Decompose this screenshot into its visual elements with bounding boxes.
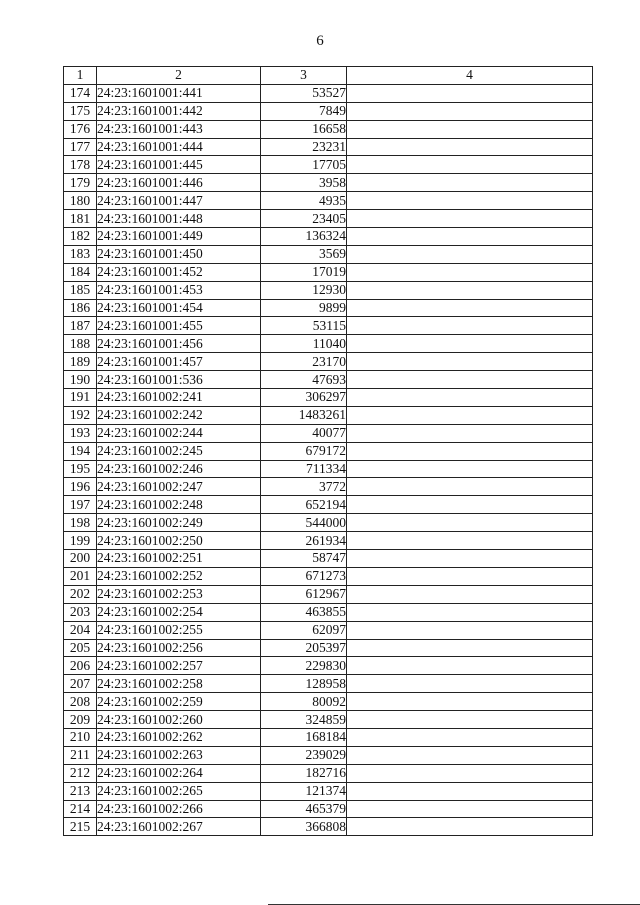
area-value: 121374 xyxy=(261,782,347,800)
row-number: 177 xyxy=(64,138,97,156)
note-cell xyxy=(347,728,593,746)
registry-table xyxy=(63,66,593,836)
cadastral-number: 24:23:1601002:264 xyxy=(97,764,261,782)
cadastral-number: 24:23:1601001:449 xyxy=(97,228,261,246)
area-value: 16658 xyxy=(261,120,347,138)
note-cell xyxy=(347,478,593,496)
cadastral-number: 24:23:1601001:448 xyxy=(97,210,261,228)
cadastral-number: 24:23:1601002:256 xyxy=(97,639,261,657)
row-number: 208 xyxy=(64,693,97,711)
table-row xyxy=(64,442,593,460)
area-value: 3958 xyxy=(261,174,347,192)
note-cell xyxy=(347,210,593,228)
note-cell xyxy=(347,550,593,568)
cadastral-number: 24:23:1601002:263 xyxy=(97,746,261,764)
cadastral-number: 24:23:1601001:457 xyxy=(97,353,261,371)
row-number: 198 xyxy=(64,514,97,532)
table-row xyxy=(64,281,593,299)
note-cell xyxy=(347,460,593,478)
table-row xyxy=(64,245,593,263)
area-value: 182716 xyxy=(261,764,347,782)
table-row xyxy=(64,603,593,621)
row-number: 215 xyxy=(64,818,97,836)
area-value: 12930 xyxy=(261,281,347,299)
note-cell xyxy=(347,228,593,246)
cadastral-number: 24:23:1601001:441 xyxy=(97,84,261,102)
area-value: 366808 xyxy=(261,818,347,836)
note-cell xyxy=(347,317,593,335)
cadastral-number: 24:23:1601002:266 xyxy=(97,800,261,818)
note-cell xyxy=(347,532,593,550)
cadastral-number: 24:23:1601001:450 xyxy=(97,245,261,263)
row-number: 185 xyxy=(64,281,97,299)
note-cell xyxy=(347,800,593,818)
table-row xyxy=(64,711,593,729)
row-number: 183 xyxy=(64,245,97,263)
area-value: 11040 xyxy=(261,335,347,353)
cadastral-number: 24:23:1601001:455 xyxy=(97,317,261,335)
row-number: 209 xyxy=(64,711,97,729)
area-value: 4935 xyxy=(261,192,347,210)
table-row xyxy=(64,693,593,711)
note-cell xyxy=(347,156,593,174)
cadastral-number: 24:23:1601002:259 xyxy=(97,693,261,711)
note-cell xyxy=(347,424,593,442)
note-cell xyxy=(347,102,593,120)
row-number: 197 xyxy=(64,496,97,514)
cadastral-number: 24:23:1601002:257 xyxy=(97,657,261,675)
area-value: 53527 xyxy=(261,84,347,102)
table-row xyxy=(64,156,593,174)
area-value: 58747 xyxy=(261,550,347,568)
note-cell xyxy=(347,174,593,192)
area-value: 205397 xyxy=(261,639,347,657)
row-number: 213 xyxy=(64,782,97,800)
note-cell xyxy=(347,84,593,102)
row-number: 186 xyxy=(64,299,97,317)
note-cell xyxy=(347,442,593,460)
row-number: 188 xyxy=(64,335,97,353)
note-cell xyxy=(347,603,593,621)
table-row xyxy=(64,174,593,192)
area-value: 3772 xyxy=(261,478,347,496)
row-number: 205 xyxy=(64,639,97,657)
row-number: 193 xyxy=(64,424,97,442)
table-row xyxy=(64,746,593,764)
cadastral-number: 24:23:1601002:250 xyxy=(97,532,261,550)
row-number: 210 xyxy=(64,728,97,746)
cadastral-number: 24:23:1601001:456 xyxy=(97,335,261,353)
area-value: 62097 xyxy=(261,621,347,639)
cadastral-number: 24:23:1601002:262 xyxy=(97,728,261,746)
row-number: 176 xyxy=(64,120,97,138)
table-row xyxy=(64,120,593,138)
cadastral-number: 24:23:1601002:255 xyxy=(97,621,261,639)
note-cell xyxy=(347,245,593,263)
row-number: 203 xyxy=(64,603,97,621)
table-row xyxy=(64,675,593,693)
row-number: 180 xyxy=(64,192,97,210)
cadastral-number: 24:23:1601002:244 xyxy=(97,424,261,442)
table-row xyxy=(64,228,593,246)
row-number: 199 xyxy=(64,532,97,550)
note-cell xyxy=(347,514,593,532)
cadastral-number: 24:23:1601001:445 xyxy=(97,156,261,174)
table-row xyxy=(64,728,593,746)
note-cell xyxy=(347,585,593,603)
note-cell xyxy=(347,764,593,782)
cadastral-number: 24:23:1601001:446 xyxy=(97,174,261,192)
area-value: 17019 xyxy=(261,263,347,281)
note-cell xyxy=(347,711,593,729)
table-header-row xyxy=(64,67,593,85)
row-number: 204 xyxy=(64,621,97,639)
page-number: 6 xyxy=(316,33,324,49)
row-number: 192 xyxy=(64,406,97,424)
area-value: 671273 xyxy=(261,567,347,585)
table-row xyxy=(64,102,593,120)
table-row xyxy=(64,532,593,550)
row-number: 200 xyxy=(64,550,97,568)
area-value: 9899 xyxy=(261,299,347,317)
table-row xyxy=(64,335,593,353)
table-row xyxy=(64,138,593,156)
cadastral-number: 24:23:1601002:253 xyxy=(97,585,261,603)
table-row xyxy=(64,210,593,228)
cadastral-number: 24:23:1601002:245 xyxy=(97,442,261,460)
note-cell xyxy=(347,263,593,281)
note-cell xyxy=(347,281,593,299)
row-number: 211 xyxy=(64,746,97,764)
table-body xyxy=(64,84,593,835)
cadastral-number: 24:23:1601002:249 xyxy=(97,514,261,532)
note-cell xyxy=(347,299,593,317)
note-cell xyxy=(347,406,593,424)
cadastral-number: 24:23:1601002:258 xyxy=(97,675,261,693)
cadastral-number: 24:23:1601002:246 xyxy=(97,460,261,478)
table-row xyxy=(64,371,593,389)
cadastral-number: 24:23:1601001:453 xyxy=(97,281,261,299)
cadastral-number: 24:23:1601001:443 xyxy=(97,120,261,138)
area-value: 7849 xyxy=(261,102,347,120)
row-number: 174 xyxy=(64,84,97,102)
cadastral-number: 24:23:1601001:454 xyxy=(97,299,261,317)
area-value: 463855 xyxy=(261,603,347,621)
row-number: 194 xyxy=(64,442,97,460)
row-number: 175 xyxy=(64,102,97,120)
row-number: 190 xyxy=(64,371,97,389)
area-value: 80092 xyxy=(261,693,347,711)
area-value: 168184 xyxy=(261,728,347,746)
table-row xyxy=(64,800,593,818)
row-number: 181 xyxy=(64,210,97,228)
area-value: 229830 xyxy=(261,657,347,675)
area-value: 3569 xyxy=(261,245,347,263)
column-header-3: 3 xyxy=(261,67,347,85)
column-header-1: 1 xyxy=(64,67,97,85)
row-number: 196 xyxy=(64,478,97,496)
area-value: 1483261 xyxy=(261,406,347,424)
note-cell xyxy=(347,389,593,407)
note-cell xyxy=(347,371,593,389)
area-value: 465379 xyxy=(261,800,347,818)
cadastral-number: 24:23:1601002:252 xyxy=(97,567,261,585)
note-cell xyxy=(347,693,593,711)
note-cell xyxy=(347,353,593,371)
area-value: 652194 xyxy=(261,496,347,514)
table-row xyxy=(64,639,593,657)
area-value: 23405 xyxy=(261,210,347,228)
cadastral-number: 24:23:1601002:242 xyxy=(97,406,261,424)
table-row xyxy=(64,424,593,442)
area-value: 544000 xyxy=(261,514,347,532)
row-number: 207 xyxy=(64,675,97,693)
area-value: 261934 xyxy=(261,532,347,550)
table-row xyxy=(64,550,593,568)
area-value: 23231 xyxy=(261,138,347,156)
note-cell xyxy=(347,746,593,764)
table-row xyxy=(64,299,593,317)
table-row xyxy=(64,84,593,102)
cadastral-number: 24:23:1601002:265 xyxy=(97,782,261,800)
note-cell xyxy=(347,138,593,156)
table-row xyxy=(64,585,593,603)
note-cell xyxy=(347,639,593,657)
row-number: 189 xyxy=(64,353,97,371)
note-cell xyxy=(347,120,593,138)
note-cell xyxy=(347,657,593,675)
area-value: 679172 xyxy=(261,442,347,460)
area-value: 612967 xyxy=(261,585,347,603)
table-row xyxy=(64,263,593,281)
table-row xyxy=(64,514,593,532)
cadastral-number: 24:23:1601002:267 xyxy=(97,818,261,836)
area-value: 47693 xyxy=(261,371,347,389)
row-number: 214 xyxy=(64,800,97,818)
row-number: 184 xyxy=(64,263,97,281)
area-value: 128958 xyxy=(261,675,347,693)
area-value: 306297 xyxy=(261,389,347,407)
table-row xyxy=(64,353,593,371)
table-row xyxy=(64,192,593,210)
area-value: 711334 xyxy=(261,460,347,478)
note-cell xyxy=(347,335,593,353)
table-row xyxy=(64,567,593,585)
row-number: 202 xyxy=(64,585,97,603)
row-number: 195 xyxy=(64,460,97,478)
row-number: 191 xyxy=(64,389,97,407)
area-value: 136324 xyxy=(261,228,347,246)
row-number: 201 xyxy=(64,567,97,585)
note-cell xyxy=(347,192,593,210)
table-row xyxy=(64,406,593,424)
table-row xyxy=(64,317,593,335)
cadastral-number: 24:23:1601001:442 xyxy=(97,102,261,120)
cadastral-number: 24:23:1601001:444 xyxy=(97,138,261,156)
area-value: 23170 xyxy=(261,353,347,371)
area-value: 53115 xyxy=(261,317,347,335)
area-value: 17705 xyxy=(261,156,347,174)
cadastral-number: 24:23:1601002:247 xyxy=(97,478,261,496)
area-value: 239029 xyxy=(261,746,347,764)
cadastral-number: 24:23:1601002:260 xyxy=(97,711,261,729)
table-row xyxy=(64,657,593,675)
column-header-4: 4 xyxy=(347,67,593,85)
table-row xyxy=(64,389,593,407)
cadastral-number: 24:23:1601002:248 xyxy=(97,496,261,514)
note-cell xyxy=(347,621,593,639)
cadastral-number: 24:23:1601002:241 xyxy=(97,389,261,407)
cadastral-number: 24:23:1601002:251 xyxy=(97,550,261,568)
note-cell xyxy=(347,675,593,693)
cadastral-number: 24:23:1601001:536 xyxy=(97,371,261,389)
note-cell xyxy=(347,567,593,585)
table-row xyxy=(64,818,593,836)
column-header-2: 2 xyxy=(97,67,261,85)
row-number: 182 xyxy=(64,228,97,246)
row-number: 179 xyxy=(64,174,97,192)
cadastral-number: 24:23:1601001:447 xyxy=(97,192,261,210)
row-number: 212 xyxy=(64,764,97,782)
note-cell xyxy=(347,496,593,514)
note-cell xyxy=(347,818,593,836)
table-row xyxy=(64,764,593,782)
table-row xyxy=(64,460,593,478)
cadastral-number: 24:23:1601001:452 xyxy=(97,263,261,281)
table-row xyxy=(64,782,593,800)
area-value: 40077 xyxy=(261,424,347,442)
row-number: 187 xyxy=(64,317,97,335)
row-number: 178 xyxy=(64,156,97,174)
row-number: 206 xyxy=(64,657,97,675)
table-row xyxy=(64,478,593,496)
table-row xyxy=(64,496,593,514)
note-cell xyxy=(347,782,593,800)
area-value: 324859 xyxy=(261,711,347,729)
cadastral-number: 24:23:1601002:254 xyxy=(97,603,261,621)
table-row xyxy=(64,621,593,639)
